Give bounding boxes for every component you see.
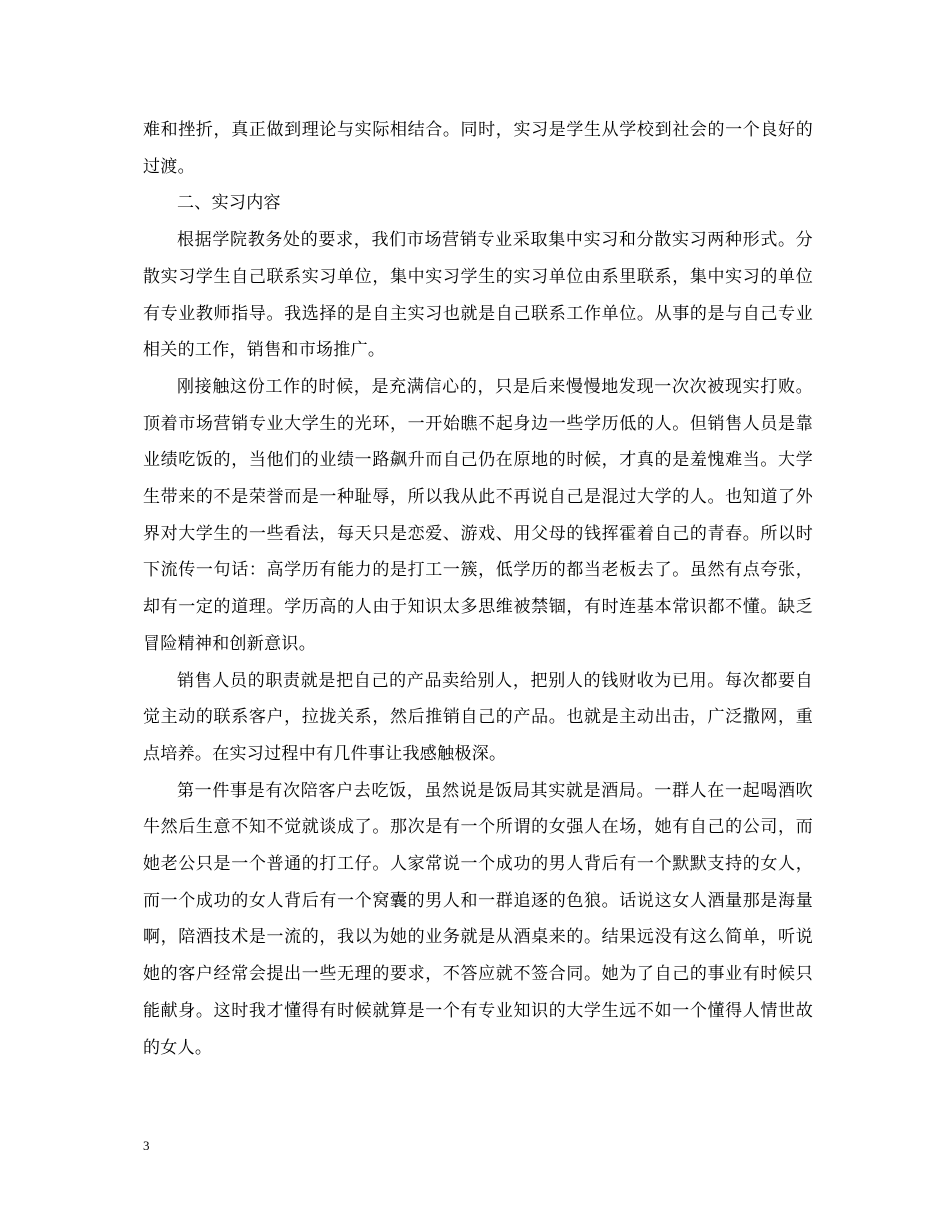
section-heading-internship-content: 二、实习内容 [177,193,281,214]
paragraph-internship-arrangement: 根据学院教务处的要求，我们市场营销专业采取集中实习和分散实习两种形式。分散实习学生自己联系实习单位，集中实习学生的实习单位由系里联系，集中实习的单位有专业教师指导。我选择的是自主实习也就是自己联系工作单位。从事的是与自己专业相关的工作，销售和市场推广。 [143,230,813,361]
document-body [143,112,813,1066]
paragraph-continuation: 难和挫折，真正做到理论与实际相结合。同时，实习是学生从学校到社会的一个良好的过渡。 [143,120,813,177]
paragraph-first-impressions: 刚接触这份工作的时候，是充满信心的，只是后来慢慢地发现一次次被现实打败。顶着市场营销专业大学生的光环，一开始瞧不起身边一些学历低的人。但销售人员是靠业绩吃饭的，当他们的业绩一路飙升而自己仍在原地的时候，才真的是羞愧难当。大学生带来的不是荣誉而是一种耻辱，所以我从此不再说自己是混过大学的人。也知道了外界对大学生的一些看法，每天只是恋爱、游戏、用父母的钱挥霍着自己的青春。所以时下流传一句话：高学历有能力的是打工一簇，低学历的都当老板去了。虽然有点夸张，却有一定的道理。学历高的人由于知识太多思维被禁锢，有时连基本常识都不懂。缺乏冒险精神和创新意识。 [143,376,813,654]
page-number: 3 [143,1138,150,1153]
paragraph-sales-duties: 销售人员的职责就是把自己的产品卖给别人，把别人的钱财收为已用。每次都要自觉主动的联系客户，拉拢关系，然后推销自己的产品。也就是主动出击，广泛撒网，重点培养。在实习过程中有几件事让我感触极深。 [143,670,813,764]
paragraph-first-event: 第一件事是有次陪客户去吃饭，虽然说是饭局其实就是酒局。一群人在一起喝酒吹牛然后生意不知不觉就谈成了。那次是有一个所谓的女强人在场，她有自己的公司，而她老公只是一个普通的打工仔。人家常说一个成功的男人背后有一个默默支持的女人，而一个成功的女人背后有一个窝囊的男人和一群追逐的色狼。话说这女人酒量那是海量啊，陪酒技术是一流的，我以为她的业务就是从酒桌来的。结果远没有这么简单，听说她的客户经常会提出一些无理的要求，不答应就不签合同。她为了自己的事业有时候只能献身。这时我才懂得有时候就算是一个有专业知识的大学生远不如一个懂得人情世故的女人。 [143,780,813,1058]
